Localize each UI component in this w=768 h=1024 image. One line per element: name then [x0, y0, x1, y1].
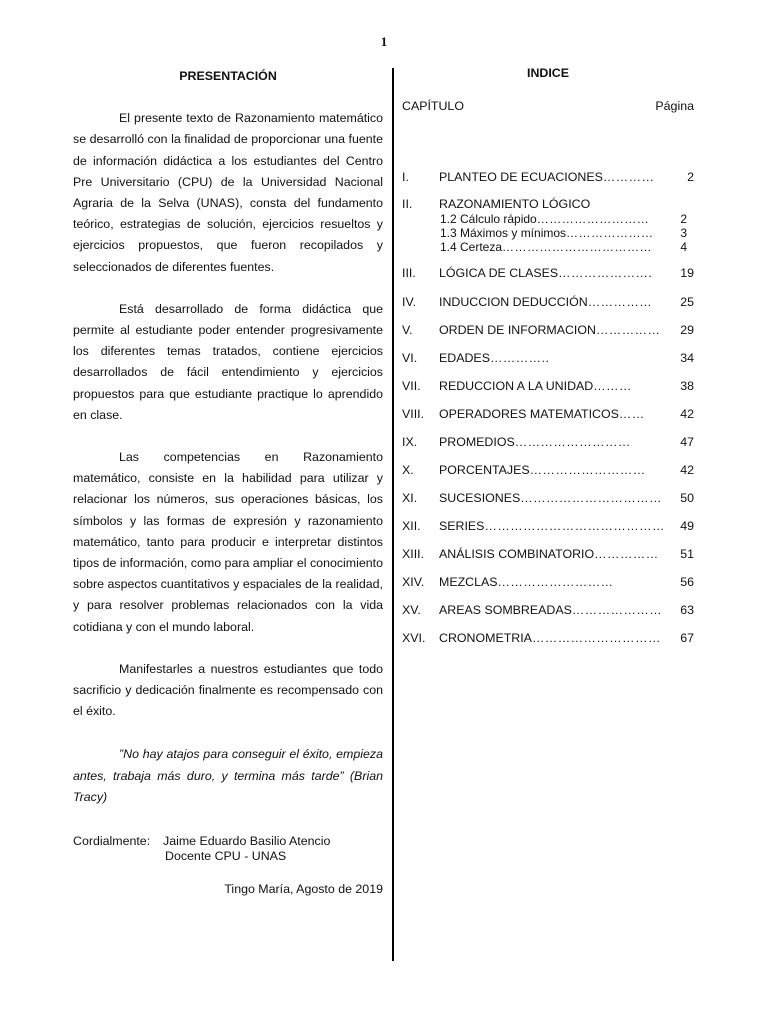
toc-subentry-leader: ……………………… — [536, 212, 650, 226]
toc-subentry-page: 3 — [680, 226, 687, 240]
toc-entry-page: 42 — [680, 407, 694, 421]
index-column — [402, 66, 694, 645]
toc-entry-title: MEZCLAS — [439, 575, 498, 589]
toc-entry-leader: ……………………… — [497, 575, 614, 589]
toc-entry[interactable] — [402, 519, 694, 533]
index-title: INDICE — [527, 66, 569, 80]
toc-entry[interactable] — [402, 295, 694, 309]
toc-entry-leader: …………… — [594, 547, 659, 561]
toc-entry-leader: ………… — [602, 170, 655, 184]
toc-entry-page: 63 — [680, 603, 694, 617]
toc-entry-page: 19 — [680, 266, 694, 280]
page-number: 1 — [380, 34, 388, 49]
toc-entry-page: 29 — [680, 323, 694, 337]
toc-entry-leader: …………………. — [558, 266, 653, 280]
toc-entry-number: V. — [402, 323, 413, 337]
toc-entry-page: 25 — [680, 295, 694, 309]
toc-entry-page: 50 — [680, 491, 694, 505]
toc-entry[interactable] — [402, 323, 694, 337]
toc-entry-page: 38 — [680, 379, 694, 393]
toc-entry-leader: …………………………………… — [484, 519, 665, 533]
toc-entry-number: VIII. — [402, 407, 425, 421]
toc-entry[interactable] — [402, 407, 694, 421]
quote-text: ”No hay atajos para conseguir el éxito, empieza antes, trabaja más duro, y termina más tarde” — [73, 747, 383, 783]
toc-entry[interactable] — [402, 379, 694, 393]
signer-role: Docente CPU - UNAS — [165, 849, 287, 864]
presentation-paragraph: Está desarrollado de forma didáctica que permite al estudiante poder entender progresivamente los diferentes temas tratados, contiene ejercicios desarrollados de fácil entendimiento y ejercicios propuestos para que estudiante practique lo aprendido en clase. — [73, 301, 383, 422]
toc-entry-page: 49 — [680, 519, 694, 533]
toc-entry[interactable] — [402, 463, 694, 477]
toc-entry-title: EDADES — [439, 351, 490, 365]
index-header — [402, 99, 694, 113]
toc-entry-title: ORDEN DE INFORMACION — [439, 323, 596, 337]
toc-entry-title: AREAS SOMBREADAS — [439, 603, 572, 617]
toc-entry-page: 56 — [680, 575, 694, 589]
toc-subentry-page: 4 — [680, 240, 687, 254]
toc-entry-page: 67 — [680, 631, 694, 645]
toc-entry-leader: ……………………… — [529, 463, 646, 477]
presentation-title: PRESENTACIÓN — [179, 69, 277, 83]
toc-entry-number: X. — [402, 463, 414, 477]
toc-subentry-leader: ………………… — [566, 226, 654, 240]
toc-entry-page: 2 — [687, 170, 694, 184]
toc-entry-page: 51 — [680, 547, 694, 561]
toc-entry-title: RAZONAMIENTO LÓGICO — [439, 197, 591, 211]
toc-entry-title: SERIES — [439, 519, 485, 533]
signer-name: Jaime Eduardo Basilio Atencio — [163, 834, 331, 849]
toc-entry[interactable] — [402, 575, 694, 589]
toc-subentry[interactable] — [440, 212, 687, 226]
toc-entry-number: XIV. — [402, 575, 425, 589]
toc-entry-leader: ……………………… — [514, 435, 631, 449]
toc-subentry-title: 1.3 Máximos y mínimos — [440, 226, 567, 240]
toc-subentry[interactable] — [440, 226, 687, 240]
quote — [73, 744, 383, 808]
toc-subentry-title: 1.4 Certeza — [440, 240, 503, 254]
toc-entry-number: III. — [402, 266, 416, 280]
toc-entry-title: REDUCCION A LA UNIDAD — [439, 379, 594, 393]
toc-entry-page: 34 — [680, 351, 694, 365]
toc-entry-leader: ……… — [593, 379, 632, 393]
toc-entry-number: VI. — [402, 351, 418, 365]
place-date: Tingo María, Agosto de 2019 — [224, 882, 383, 897]
toc-entry-leader: ………………… — [571, 603, 663, 617]
toc-entry-number: XVI. — [402, 631, 426, 645]
toc-entry-title: CRONOMETRIA — [439, 631, 532, 645]
toc-entry[interactable] — [402, 631, 694, 645]
quote-author: (Brian Tracy) — [73, 768, 383, 804]
toc-entry-page: 47 — [680, 435, 694, 449]
toc-entry-leader: …………… — [595, 323, 661, 337]
toc-entry[interactable] — [402, 547, 694, 561]
toc-entry[interactable] — [402, 266, 694, 280]
toc-entry-number: II. — [402, 197, 413, 211]
page-label: Página — [655, 99, 694, 113]
toc-subentry-leader: ……………………………… — [502, 240, 653, 254]
closing-label: Cordialmente: — [73, 834, 151, 849]
toc-entry[interactable] — [402, 351, 694, 365]
toc-subentry-page: 2 — [680, 212, 687, 226]
toc-entry-title: INDUCCION DEDUCCIÓN — [439, 295, 588, 309]
toc-subentry[interactable] — [440, 240, 687, 254]
toc-subentry-title: 1.2 Cálculo rápido — [440, 212, 537, 226]
toc-entry-number: I. — [402, 170, 409, 184]
toc-entry[interactable] — [402, 170, 694, 184]
toc-entry-title: PROMEDIOS — [439, 435, 515, 449]
toc-entry-number: XI. — [402, 491, 418, 505]
toc-entry[interactable] — [402, 435, 694, 449]
toc-entry-number: XV. — [402, 603, 421, 617]
toc-entry-number: VII. — [402, 379, 421, 393]
toc-entry-title: LÓGICA DE CLASES — [439, 266, 559, 280]
toc-entry-title: SUCESIONES — [439, 491, 521, 505]
presentation-paragraph: Las competencias en Razonamiento matemático, consiste en la habilidad para utilizar y relacionar los números, sus operaciones básicas, los símbolos y las formas de expresión y razonamiento matemático, tanto para producir e interpretar distintos tipos de información, como para ampliar el conocimiento sobre aspectos cuantitativos y espaciales de la realidad, y para resolver problemas relacionados con la vida cotidiana y con el mundo laboral. — [73, 450, 383, 634]
signature-block — [73, 834, 383, 864]
toc-entry-title: PORCENTAJES — [439, 463, 530, 477]
toc-entry-number: IX. — [402, 435, 418, 449]
toc-entry[interactable] — [402, 603, 694, 617]
toc-entry-page: 42 — [680, 463, 694, 477]
toc-entry-leader: …… — [618, 407, 645, 421]
toc-entry-number: XII. — [402, 519, 421, 533]
toc-entry-leader: …………………………… — [520, 491, 663, 505]
toc-entry-title: OPERADORES MATEMATICOS — [439, 407, 619, 421]
toc-entry-title: ANÁLISIS COMBINATORIO — [439, 547, 595, 561]
toc-entry[interactable] — [402, 197, 694, 211]
toc-entry-leader: ………….. — [489, 351, 550, 365]
toc-entry-leader: …………… — [587, 295, 653, 309]
toc-entry[interactable] — [402, 491, 694, 505]
toc-entry-title: PLANTEO DE ECUACIONES — [439, 170, 603, 184]
presentation-paragraph: El presente texto de Razonamiento matemático se desarrolló con la finalidad de proporcionar una fuente de información didáctica a los estudiantes del Centro Pre Universitario (CPU) de la Universidad Nacional Agraria de la Selva (UNAS), consta del fundamento teórico, estrategias de solución, ejercicios resueltos y ejercicios propuestos, que fueron recopilados y seleccionados de diferentes fuentes. — [73, 111, 383, 274]
column-divider — [392, 68, 394, 961]
presentation-paragraph: Manifestarles a nuestros estudiantes que todo sacrificio y dedicación finalmente es recompensado con el éxito. — [73, 661, 383, 719]
toc-entry-leader: ………………………… — [531, 631, 661, 645]
presentation-column — [73, 66, 383, 897]
toc-entry-number: XIII. — [402, 547, 425, 561]
chapter-label: CAPÍTULO — [402, 99, 464, 113]
toc-entry-number: IV. — [402, 295, 417, 309]
